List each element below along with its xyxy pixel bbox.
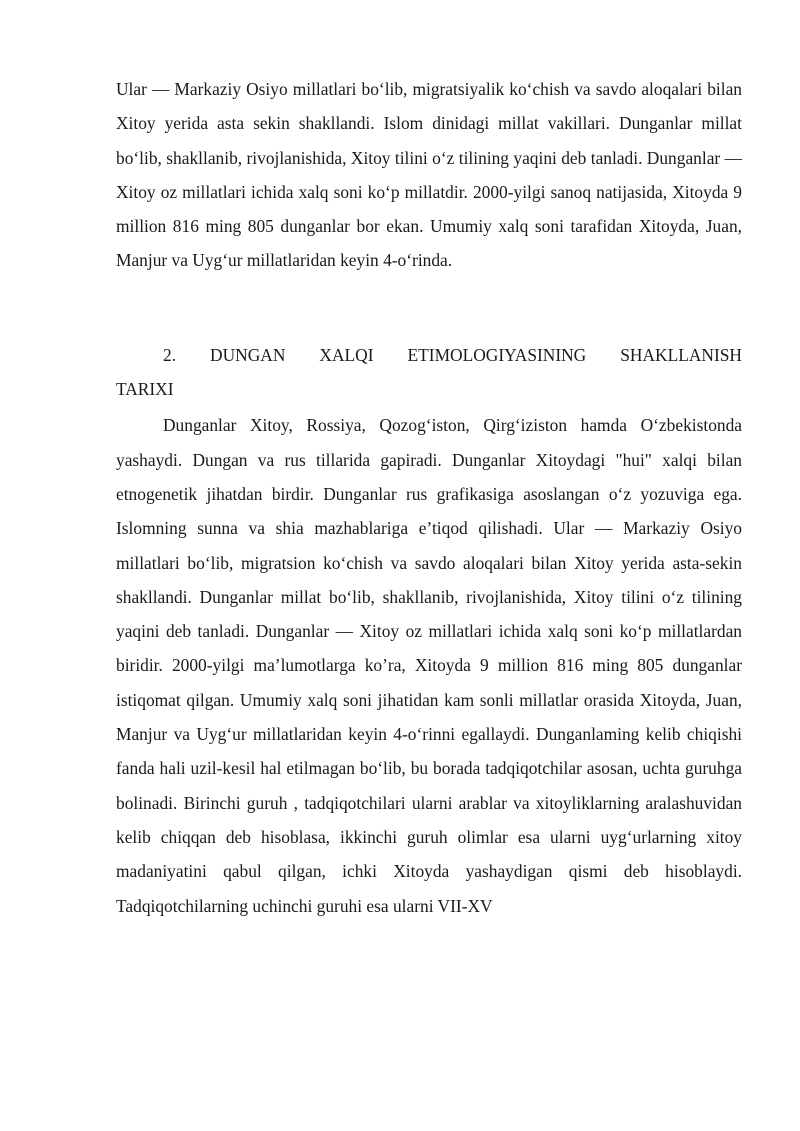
section-heading: 2. DUNGAN XALQI ETIMOLOGIYASINING SHAKLLANISH TARIXI bbox=[116, 344, 742, 400]
body-paragraph-1: Ular — Markaziy Osiyo millatlari bo‘lib, migratsiyalik ko‘chish va savdo aloqalari bilan Xitoy yerida asta sekin shakllandi. Islom dinidagi millat vakillari. Dunganlar millat bo‘lib, shakllanib, rivojlanishida, Xitoy tilini o‘z tilining yaqini deb tanladi. Dunganlar — Xitoy oz millatlari ichida xalq soni ko‘p millatdir. 2000-yilgi sanoq natijasida, Xitoyda 9 million 816 ming 805 dunganlar bor ekan. Umumiy xalq soni tarafidan Xitoyda, Juan, Manjur va Uyg‘ur millatlaridan keyin 4-o‘rinda. bbox=[116, 79, 742, 271]
body-paragraph-2: Dunganlar Xitoy, Rossiya, Qozog‘iston, Qirg‘iziston hamda O‘zbekistonda yashaydi. Dungan va rus tillarida gapiradi. Dunganlar Xitoydagi "hui" xalqi bilan etnogenetik jihatdan birdir. Dunganlar rus grafikasiga asoslangan o‘z yozuviga ega. Islomning sunna va shia mazhablariga e’tiqod qilishadi. Ular — Markaziy Osiyo millatlari bo‘lib, migratsion ko‘chish va savdo aloqalari bilan Xitoy yerida asta-sekin shakllandi. Dunganlar millat bo‘lib, shakllanib, rivojlanishida, Xitoy tilini o‘z tilining yaqini deb tanladi. Dunganlar — Xitoy oz millatlari ichida xalq soni ko‘p millatlardan biridir. 2000-yilgi ma’lumotlarga ko’ra, Xitoyda 9 million 816 ming 805 dunganlar istiqomat qilgan. Umumiy xalq soni jihatidan kam sonli millatlar orasida Xitoyda, Juan, Manjur va Uyg‘ur millatlaridan keyin 4-o‘rinni egallaydi. Dunganlaming kelib chiqishi fanda hali uzil-kesil hal etilmagan bo‘lib, bu borada tadqiqotchilar asosan, uchta guruhga bolinadi. Birinchi guruh , tadqiqotchilari ularni arablar va xitoyliklarning aralashuvidan kelib chiqqan deb hisoblasa, ikkinchi guruh olimlar esa ularni uyg‘urlarning xitoy madaniyatini qabul qilgan, ichki Xitoyda yashaydigan qismi deb hisoblaydi. Tadqiqotchilarning uchinchi guruhi esa ularni VII-XV bbox=[116, 415, 742, 916]
document-page bbox=[116, 72, 742, 923]
